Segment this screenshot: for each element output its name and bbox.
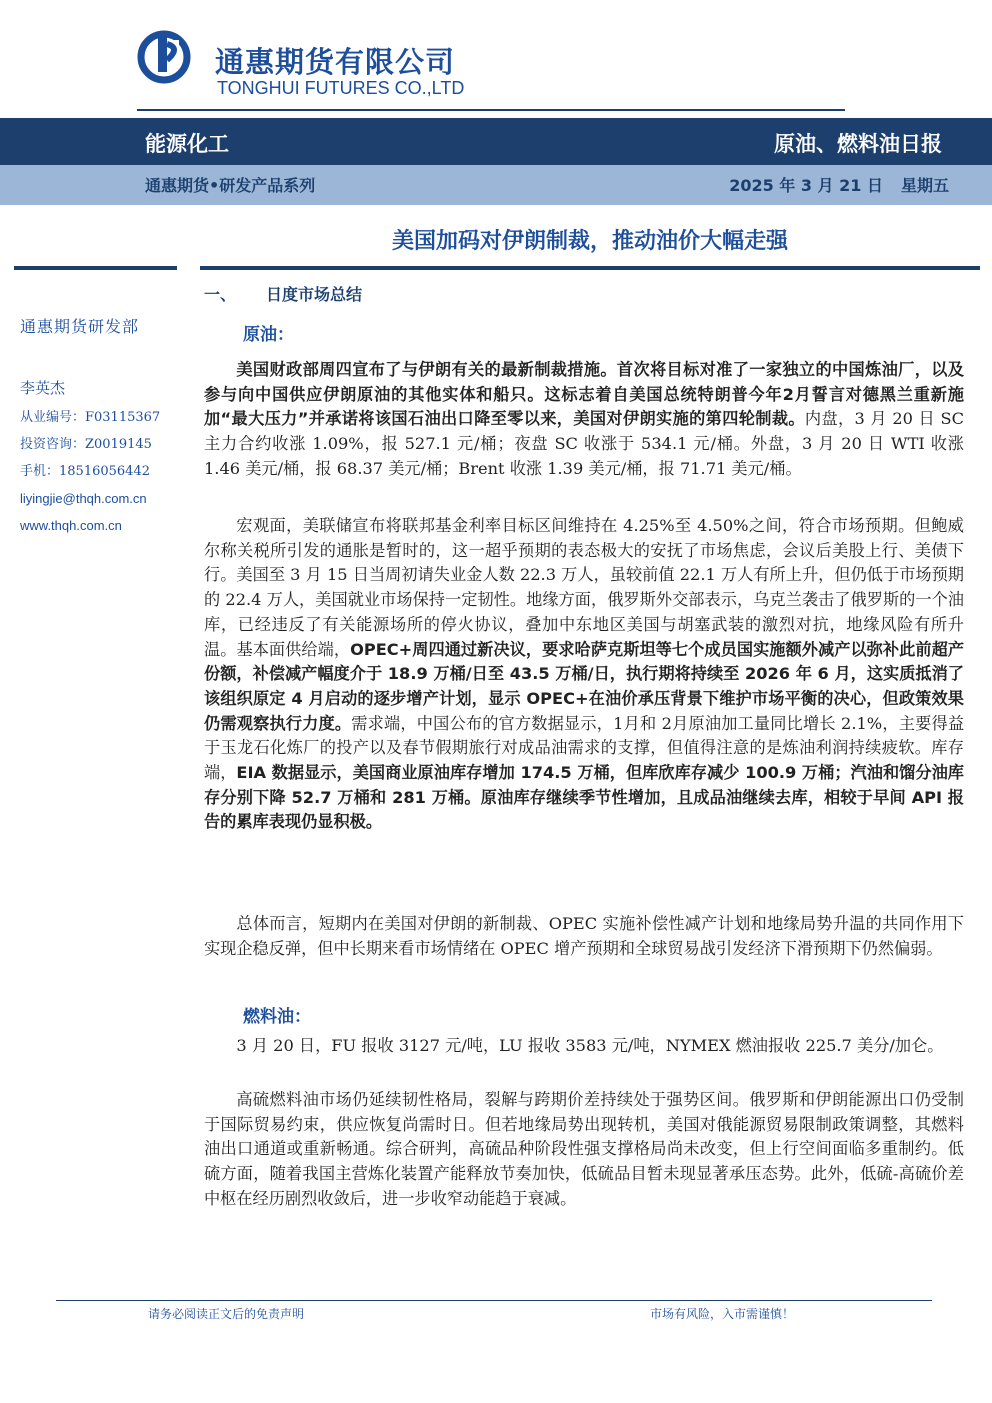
email-link[interactable]: liyingjie@thqh.com.cn <box>20 491 147 506</box>
crude-p2-b: OPEC+周四通过新决议，要求哈萨克斯坦等七个成员国实施额外减产以弥补此前超产份额，补偿减产幅度介于 18.9 万桶/日至 43.5 万桶/日，执行期将持续至 2026 年 6 月，这实质抵消了该组织原定 4 月启动的逐步增产计划，显示 OPEC+在油价承压背景下维护市场平衡的决心，但政策效果仍需观察执行力度。 <box>204 639 965 733</box>
crude-p1-rest: 内盘，3 月 20 日 SC 主力合约收涨 1.09%，报 527.1 元/桶；夜盘 SC 收涨于 534.1 元/桶。外盘，3 月 20 日 WTI 收涨 1.46 美元/桶，报 68.37 美元/桶；Brent 收涨 1.39 美元/桶，报 71.71 美元/桶。 <box>204 409 964 478</box>
fuel-heading: 燃料油： <box>243 1007 311 1027</box>
headline: 美国加码对伊朗制裁，推动油价大幅走强 <box>391 229 788 254</box>
crude-p1-bold: 美国财政部周四宣布了与伊朗有关的最新制裁措施。首次将目标对准了一家独立的中国炼油厂，以及参与向中国供应伊朗原油的其他实体和船只。这标志着自美国总统特朗普今年2月誓言对德黑兰重新施加“最大压力”并承诺将该国石油出口降至零以来，美国对伊朗实施的第四轮制裁。 <box>204 360 964 429</box>
crude-p2-d: EIA 数据显示，美国商业原油库存增加 174.5 万桶，但库欣库存减少 100.9 万桶；汽油和馏分油库存分别下降 52.7 万桶和 281 万桶。原油库存继续季节性增加，且成品油继续去库，相较于早间 API 报告的累库表现仍显积极。 <box>204 763 964 832</box>
disclaimer-link[interactable]: 请务必阅读正文后的免责声明 <box>148 1307 305 1321</box>
crude-paragraph-2 <box>204 514 964 835</box>
fuel-paragraph-2: 高硫燃料油市场仍延续韧性格局，裂解与跨期价差持续处于强势区间。俄罗斯和伊朗能源出口仍受制于国际贸易约束，供应恢复尚需时日。但若地缘局势出现转机，美国对俄能源贸易限制政策调整，其燃料油出口通道或重新畅通。综合研判，高硫品种阶段性强支撑格局尚未改变，但上行空间面临多重制约。低硫方面，随着我国主营炼化装置产能释放节奏加快，低硫品目暂未现显著承压态势。此外，低硫-高硫价差中枢在经历剧烈收敛后，进一步收窄动能趋于衰减。 <box>204 1090 964 1208</box>
advisory-number: 投资咨询：Z0019145 <box>20 437 152 452</box>
license-number: 从业编号：F03115367 <box>20 410 161 425</box>
brand-name-cn: 通惠期货有限公司 <box>215 45 456 79</box>
crude-p2-a: 宏观面，美联储宣布将联邦基金利率目标区间维持在 4.25%至 4.50%之间，符合市场预期。但鲍威尔称关税所引发的通胀是暂时的，这一超乎预期的表态极大的安抚了市场焦虑，会议后美股上行、美债下行。美国至 3 月 15 日当周初请失业金人数 22.3 万人，虽较前值 22.1 万人有所上升，但仍低于市场预期的 22.4 万人，美国就业市场保持一定韧性。地缘方面，俄罗斯外交部表示，乌克兰袭击了俄罗斯的一个油库，已经违反了有关能源场所的停火协议，叠加中东地区美国与胡塞武装的激烈对抗，地缘风险有所升温。基本面供给端， <box>204 516 964 659</box>
sidebar <box>20 314 190 533</box>
section-number: 一、 <box>204 285 237 304</box>
report-date <box>729 173 949 196</box>
report-series: 通惠期货•研发产品系列 <box>145 176 316 195</box>
crude-heading: 原油： <box>243 325 294 345</box>
footer-rule <box>56 1300 932 1301</box>
tonghui-logo-icon <box>137 30 191 84</box>
weekday-text: 星期五 <box>900 176 949 195</box>
header-divider <box>137 109 845 111</box>
section-heading <box>204 282 362 305</box>
risk-warning: 市场有风险，入市需谨慎！ <box>650 1307 795 1321</box>
website-link[interactable]: www.thqh.com.cn <box>20 518 122 533</box>
crude-p2-c: 需求端，中国公布的官方数据显示，1月和 2月原油加工量同比增长 2.1%，主要得益于玉龙石化炼厂的投产以及春节假期旅行对成品油需求的支撑，但值得注意的是炼油利润持续疲软。库存端， <box>204 713 965 783</box>
brand-name-en: TONGHUI FUTURES CO.,LTD <box>217 78 465 98</box>
sidebar-rule <box>14 266 177 270</box>
crude-paragraph-3: 总体而言，短期内在美国对伊朗的新制裁、OPEC 实施补偿性减产计划和地缘局势升温的共同作用下实现企稳反弹，但中长期来看市场情绪在 OPEC 增产预期和全球贸易战引发经济下滑预期下仍然偏弱。 <box>204 914 964 958</box>
analyst-name: 李英杰 <box>20 379 66 397</box>
report-category: 能源化工 <box>145 132 229 156</box>
crude-paragraph-1 <box>204 358 964 482</box>
department: 通惠期货研发部 <box>20 317 140 336</box>
section-title: 日度市场总结 <box>266 285 363 304</box>
headline-rule <box>200 266 980 270</box>
date-text: 2025 年 3 月 21 日 <box>729 176 883 195</box>
phone-number: 手机：18516056442 <box>20 464 150 479</box>
report-name: 原油、燃料油日报 <box>774 132 942 156</box>
fuel-paragraph-1: 3 月 20 日，FU 报收 3127 元/吨，LU 报收 3583 元/吨，NYMEX 燃油报收 225.7 美分/加仑。 <box>236 1036 944 1055</box>
